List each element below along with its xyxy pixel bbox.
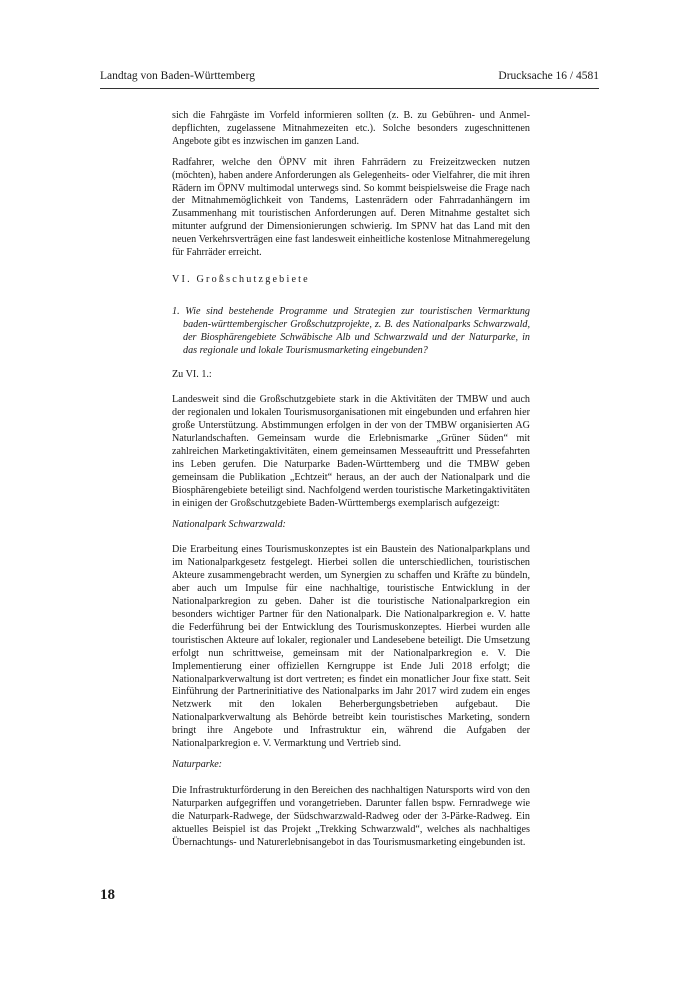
- paragraph-4: Die Erarbeitung eines Tourismuskonzeptes ist ein Baustein des Nationalparkplans und im Nationalparkgesetz festgelegt. Hierbei sollen die unterschiedlichen, touristischen Akteure zusammengebracht werden, um Synergien zu schaffen und Kräfte zu bündeln, aber auch um Impulse für eine nachhaltige, touristische Entwicklung in der Nationalparkregion zu geben. Daher ist die touristische Nationalparkregion ein besonders wichtiger Partner für den Nationalpark. Die Nationalparkregion e. V. hatte die Federführung bei der Entwicklung des Tourismuskonzeptes. Hierbei wurden alle touristischen Akteure auf lokaler, regionaler und Landesebene beteiligt. Die Umsetzung erfolgt nun schrittweise, gemeinsam mit der Nationalparkregion e. V. Die Implementierung einer offiziellen Kerngruppe ist Ende Juli 2018 erfolgt; die Nationalparkverwaltung ist dort vertreten; es findet ein monatlicher Jour fixe statt. Seit Einführung der Partnerinitiative des Nationalparks im Jahr 2017 wird zudem ein enges Netzwerk mit den lokalen Beherbergungsbetrieben aufgebaut. Die Nationalparkverwaltung als Behörde betreibt kein touristisches Marketing, sondern bringt ihre Angebote und Infrastruktur ein, während die Aufgaben der Nationalparkregion e. V. Vermarktung und Vertrieb sind.: [172, 544, 530, 750]
- paragraph-2: Radfahrer, welche den ÖPNV mit ihren Fahrrädern zu Freizeitzwecken nutzen (möchten), haben andere Anforderungen als Gelegenheits- oder Vielfahrer, die mit ihren Rädern im ÖPNV multimodal unterwegs sind. So kommt beispielsweise die Frage nach der Mitnahmemöglichkeit von Tandems, Lastenrädern oder Fahrradanhängern im Zusammenhang mit touristischen Anforderungen auf. Deren Mitnahme gestaltet sich mitunter aufgrund der Dimensionierungen schwierig. Im SPNV hat das Land mit den neuen Verkehrsverträgen eine fast landesweit einheitliche kostenlose Mitnahmeregelung für Fahrräder erreicht.: [172, 156, 530, 259]
- header-rule: [100, 88, 599, 89]
- paragraph-1: sich die Fahrgäste im Vorfeld informieren sollten (z. B. zu Gebühren- und Anmeldepflichten, zugelassene Mitnahmezeiten etc.). Solche besonders zugeschnittenen Angebote gibt es inzwischen im ganzen Land.: [172, 110, 530, 147]
- page-header: [100, 68, 599, 84]
- header-right: Drucksache 16 / 4581: [498, 70, 599, 82]
- page-number: 18: [100, 887, 115, 903]
- subheading-naturparke: Naturparke:: [172, 758, 223, 770]
- section-heading: VI. Großschutzgebiete: [172, 273, 310, 285]
- paragraph-5: Die Infrastrukturförderung in den Bereichen des nachhaltigen Natursports wird von den Naturparken aufgegriffen und vorangetrieben. Darunter fallen bspw. Fernradwege wie die Naturpark-Radwege, der Südschwarzwald-Radweg oder der 3-Pärke-Radweg. Ein aktuelles Beispiel ist das Projekt „Trekking Schwarzwald“, welches als nachhaltiges Übernachtungs- und Naturerlebnisangebot in das Tourismusmarketing eingebunden ist.: [172, 784, 530, 848]
- paragraph-3: Landesweit sind die Großschutzgebiete stark in die Aktivitäten der TMBW und auch der regionalen und lokalen Tourismusorganisationen mit eingebunden und erfahren hier große Unterstützung. Abstimmungen erfolgen in der von der TMBW organisierten AG Naturlandschaften. Gemeinsam wurde die Erlebnismarke „Grüner Süden“ mit zahlreichen Marketingaktivitäten, einem gemeinsamen Messeauftritt und Pressefahrten ins Leben gerufen. Die Naturparke Baden-Württemberg und die TMBW geben gemeinsam die Publikation „Echtzeit“ heraus, an der auch der Nationalpark und die Biosphärengebiete beteiligt sind. Nachfolgend werden touristische Marketingaktivitäten in einigen der Großschutzgebiete Baden-Württembergs exemplarisch aufgezeigt:: [172, 394, 530, 509]
- question-1: 1. Wie sind bestehende Programme und Strategien zur touristischen Vermarktung baden-württembergischer Großschutzprojekte, z. B. des Nationalparks Schwarzwald, der Biosphärengebiete Schwäbische Alb und Schwarzwald und der Naturparke, in das regionale und lokale Tourismusmarketing eingebunden?: [172, 305, 530, 356]
- subheading-nationalpark: Nationalpark Schwarzwald:: [172, 518, 286, 530]
- header-left: Landtag von Baden-Württemberg: [100, 70, 255, 82]
- answer-reference: Zu VI. 1.:: [172, 368, 212, 380]
- page-body: [172, 110, 530, 857]
